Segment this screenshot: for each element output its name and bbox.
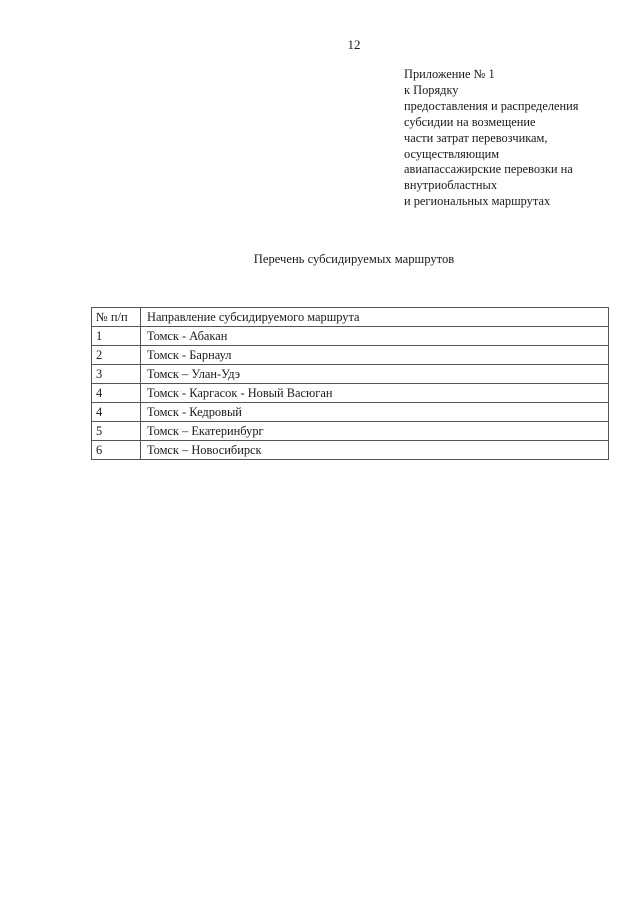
row-number: 4 — [92, 384, 141, 403]
row-route: Томск – Новосибирск — [141, 441, 609, 460]
row-number: 1 — [92, 327, 141, 346]
row-number: 4 — [92, 403, 141, 422]
appendix-header — [404, 67, 579, 210]
table-row — [92, 327, 609, 346]
appendix-line: к Порядку — [404, 82, 459, 97]
table-row — [92, 441, 609, 460]
appendix-line: Приложение № 1 — [404, 67, 495, 81]
row-route: Томск - Кедровый — [141, 403, 609, 422]
table-row — [92, 403, 609, 422]
appendix-line: субсидии на возмещение — [404, 114, 536, 129]
row-number: 2 — [92, 346, 141, 365]
appendix-line: осуществляющим — [404, 146, 500, 161]
appendix-line: внутриобластных — [404, 178, 498, 193]
header-route: Направление субсидируемого маршрута — [141, 308, 609, 327]
appendix-line: авиапассажирские перевозки на — [404, 162, 573, 177]
appendix-line: и региональных маршрутах — [404, 194, 551, 209]
row-number: 3 — [92, 365, 141, 384]
row-route: Томск - Барнаул — [141, 346, 609, 365]
row-number: 5 — [92, 422, 141, 441]
row-route: Томск - Каргасок - Новый Васюган — [141, 384, 609, 403]
document-title: Перечень субсидируемых маршрутов — [253, 252, 455, 266]
appendix-line: предоставления и распределения — [404, 98, 579, 113]
table-row — [92, 346, 609, 365]
row-route: Томск – Улан-Удэ — [141, 365, 609, 384]
row-number: 6 — [92, 441, 141, 460]
row-route: Томск – Екатеринбург — [141, 422, 609, 441]
table-row — [92, 384, 609, 403]
page-number: 12 — [347, 37, 361, 52]
routes-table — [91, 307, 609, 460]
row-route: Томск - Абакан — [141, 327, 609, 346]
table-header-row — [92, 308, 609, 327]
table-row — [92, 422, 609, 441]
table-row — [92, 365, 609, 384]
appendix-line: части затрат перевозчикам, — [404, 130, 548, 145]
header-number: № п/п — [92, 308, 141, 327]
